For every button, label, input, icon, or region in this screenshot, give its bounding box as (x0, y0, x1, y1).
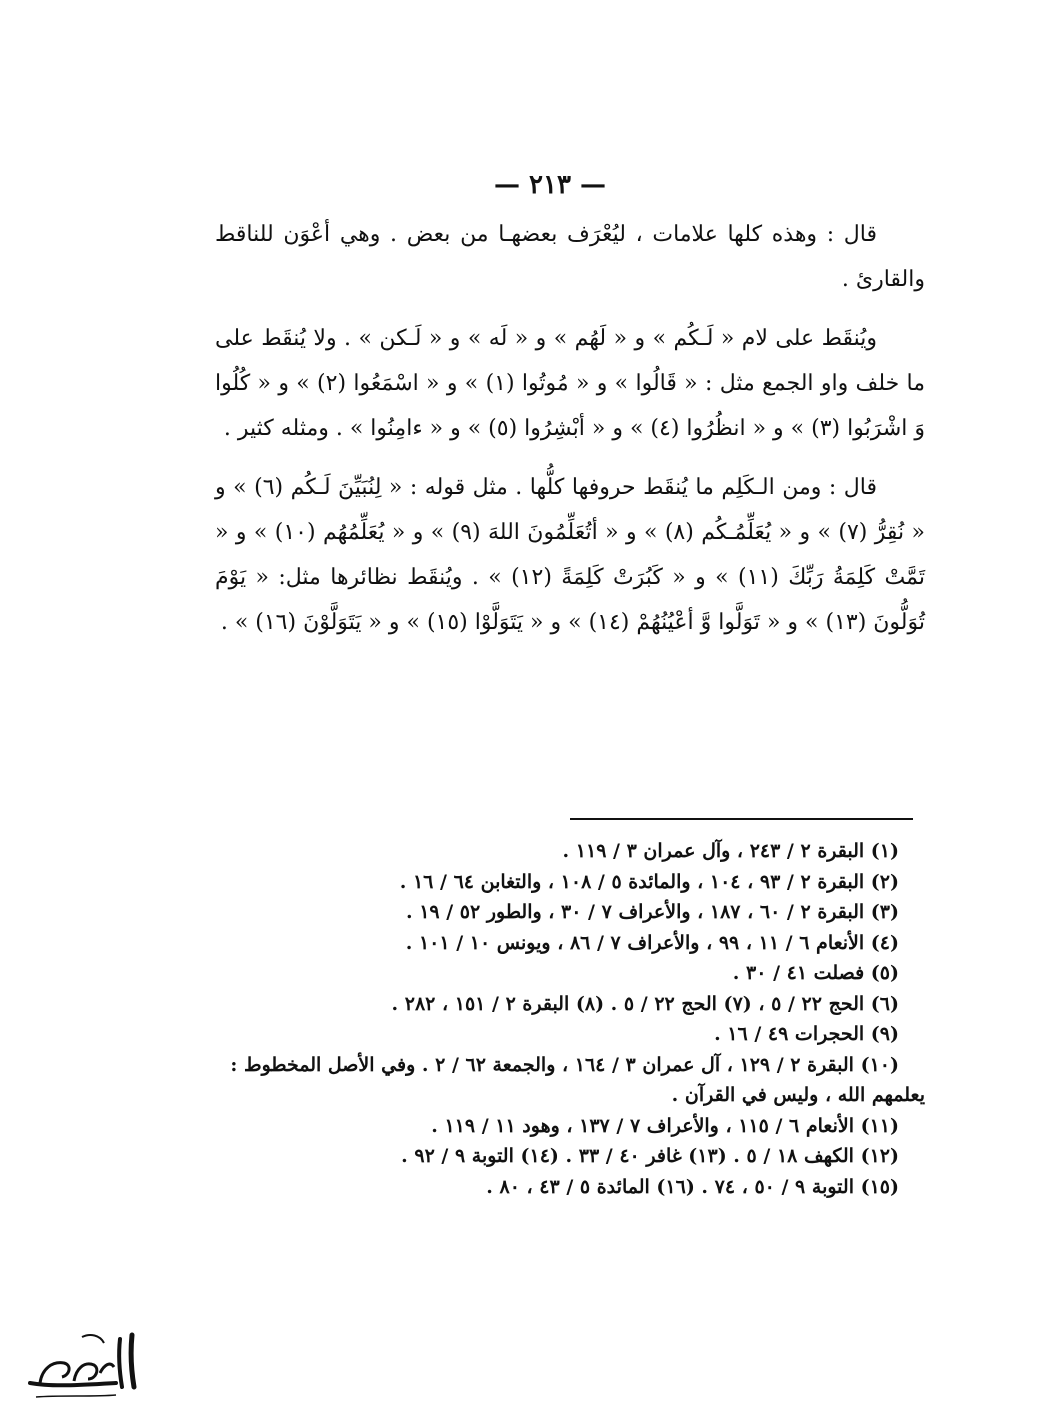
footnote-3: (٣) البقرة ٢ / ٦٠ ، ١٨٧ ، والأعراف ٧ / ٣٠ ، والطور ٥٢ / ١٩ . (405, 901, 899, 923)
footnote-2: (٢) البقرة ٢ / ٩٣ ، ١٠٤ ، والمائدة ٥ / ١٠٨ ، والتغابن ٦٤ / ١٦ . (399, 870, 899, 893)
footnote-6-8: (٦) الحج ٢٢ / ٥ ، (٧) الحج ٢٢ / ٥ . (٨) البقرة ٢ / ١٥١ ، ٢٨٢ . (391, 992, 899, 1015)
footnotes (215, 836, 925, 1202)
footnote-9: (٩) الحجرات ٤٩ / ١٦ . (714, 1023, 899, 1045)
footnote-4: (٤) الأنعام ٦ / ١١ ، ٩٩ ، والأعراف ٧ / ٨٦ ، ويونس ١٠ / ١٠١ . (405, 931, 899, 954)
calligraphy-stamp (12, 1325, 152, 1407)
footnote-10: (١٠) البقرة ٢ / ١٢٩ ، آل عمران ٣ / ١٦٤ ، والجمعة ٦٢ / ٢ . وفي الأصل المخطوط : يعلمهم الله ، وليس في القرآن . (230, 1053, 925, 1106)
footnote-5: (٥) فصلت ٤١ / ٣٠ . (732, 962, 899, 984)
main-text (215, 212, 925, 645)
footnote-separator (570, 818, 913, 820)
paragraph-2: ويُنقَط على لام « لَـكُم » و « لَهُم » و « لَه » و « لَـكن » . ولا يُنقَط على ما خلف واو الجمع مثل : « قَالُوا » و « مُوتُوا (١) » و « اسْمَعُوا (٢) » و « كُلُوا وَ اشْرَبُوا (٣) » و « انظُرُوا (٤) » و « أبْشِرُوا (٥) » و « ءامِنُوا » . ومثله كثير . (215, 326, 926, 441)
footnote-1: (١) البقرة ٢ / ٢٤٣ ، وآل عمران ٣ / ١١٩ . (562, 840, 899, 862)
footnote-15-16: (١٥) التوبة ٩ / ٥٠ ، ٧٤ . (١٦) المائدة ٥ / ٤٣ ، ٨٠ . (486, 1175, 899, 1198)
stamp-logo-icon (12, 1325, 152, 1407)
paragraph-3: قال : ومن الـكَلِم ما يُنقَط حروفها كلُّها . مثل قوله : « لِنُبَيِّنَ لَـكُم (٦) » و « نُقِرُّ (٧) » و « يُعَلِّمُـكُم (٨) » و « أتُعَلِّمُونَ اللهَ (٩) » و « يُعَلِّمُهُم (١٠) » و « تَمَّتْ كَلِمَةُ رَبِّكَ (١١) » و « كَبُرَتْ كَلِمَةً (١٢) » . ويُنقَط نظائرها مثل: « يَوْمَ تُوَلُّونَ (١٣) » و « تَوَلَّوا وَّ أعْيُنُهُمْ (١٤) » و « يَتَوَلَّوْا (١٥) » و « يَتَوَلَّوْنَ (١٦) » . (215, 475, 925, 635)
footnote-12-14: (١٢) الكهف ١٨ / ٥ . (١٣) غافر ٤٠ / ٣٣ . (١٤) التوبة ٩ / ٩٢ . (401, 1145, 899, 1167)
paragraph-1: قال : وهذه كلها علامات ، ليُعْرَف بعضهـا من بعض . وهي أعْوَن للناقط والقارئ . (215, 222, 925, 292)
footnote-11: (١١) الأنعام ٦ / ١١٥ ، والأعراف ٧ / ١٣٧ ، وهود ١١ / ١١٩ . (431, 1114, 899, 1137)
page-number: — ٢١٣ — (493, 170, 607, 200)
